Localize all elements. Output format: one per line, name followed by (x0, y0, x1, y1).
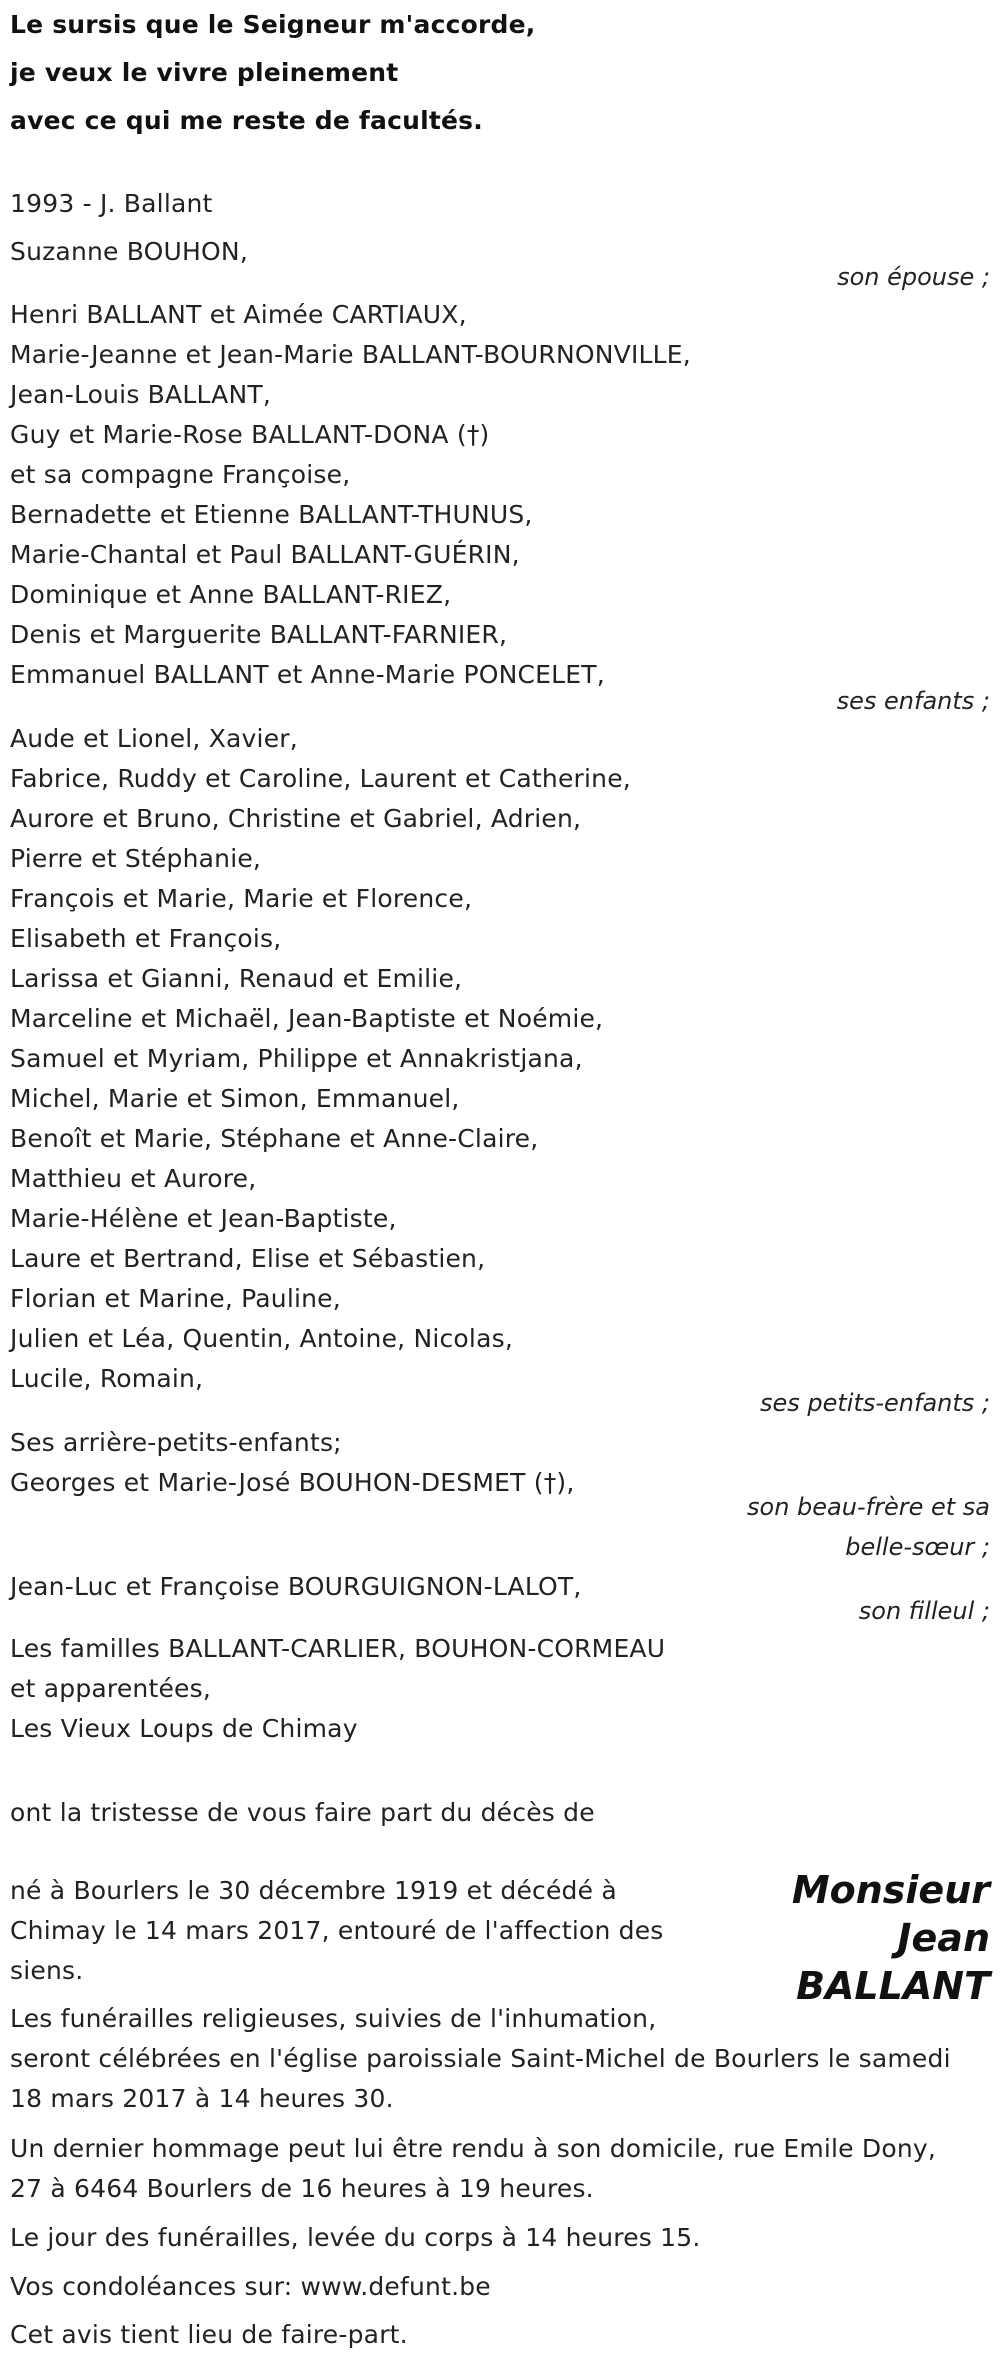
grandchildren-label: ses petits-enfants ; (759, 1389, 990, 1417)
in-laws-label-2: belle-sœur ; (845, 1533, 990, 1561)
homage-line: Un dernier hommage peut lui être rendu à son domicile, rue Emile Dony, (10, 2134, 937, 2163)
birth-death-line: né à Bourlers le 30 décembre 1919 et décédé à (10, 1876, 617, 1905)
families-line: Les familles BALLANT-CARLIER, BOUHON-CORMEAU (10, 1634, 666, 1663)
grandchild-line: Marie-Hélène et Jean-Baptiste, (10, 1204, 397, 1233)
children-label: ses enfants ; (836, 687, 990, 715)
grandchild-line: Pierre et Stéphanie, (10, 844, 262, 873)
grandchild-line: Benoît et Marie, Stéphane et Anne-Claire, (10, 1124, 539, 1153)
families-line: Les Vieux Loups de Chimay (10, 1714, 358, 1743)
families-line: et apparentées, (10, 1674, 211, 1703)
quote-line-2: je veux le vivre pleinement (10, 58, 399, 87)
grandchild-line: Lucile, Romain, (10, 1364, 204, 1393)
child-line: Marie-Chantal et Paul BALLANT-GUÉRIN, (10, 540, 520, 569)
godson-line: Jean-Luc et Françoise BOURGUIGNON-LALOT, (10, 1572, 582, 1601)
grandchild-line: Fabrice, Ruddy et Caroline, Laurent et Catherine, (10, 764, 631, 793)
quote-line-1: Le sursis que le Seigneur m'accorde, (10, 10, 536, 39)
grandchild-line: Marceline et Michaël, Jean-Baptiste et Noémie, (10, 1004, 604, 1033)
godson-label: son filleul ; (858, 1597, 990, 1625)
funeral-line: Les funérailles religieuses, suivies de l'inhumation, (10, 2004, 657, 2033)
quote-author: 1993 - J. Ballant (10, 189, 213, 218)
grandchild-line: Aude et Lionel, Xavier, (10, 724, 298, 753)
funeral-line: seront célébrées en l'église paroissiale Saint-Michel de Bourlers le samedi (10, 2044, 951, 2073)
condolences-line: Vos condoléances sur: www.defunt.be (10, 2272, 491, 2301)
spouse-label: son épouse ; (837, 263, 990, 291)
grandchild-line: Matthieu et Aurore, (10, 1164, 257, 1193)
grandchild-line: Julien et Léa, Quentin, Antoine, Nicolas, (10, 1324, 513, 1353)
grandchild-line: Larissa et Gianni, Renaud et Emilie, (10, 964, 463, 993)
child-line: Marie-Jeanne et Jean-Marie BALLANT-BOURNONVILLE, (10, 340, 691, 369)
notice-line: Cet avis tient lieu de faire-part. (10, 2320, 408, 2349)
grandchild-line: Michel, Marie et Simon, Emmanuel, (10, 1084, 460, 1113)
deceased-first-name: Jean (897, 1916, 990, 1960)
child-line: Bernadette et Etienne BALLANT-THUNUS, (10, 500, 533, 529)
funeral-line: 18 mars 2017 à 14 heures 30. (10, 2084, 394, 2113)
removal-line: Le jour des funérailles, levée du corps à 14 heures 15. (10, 2223, 701, 2252)
child-line: et sa compagne Françoise, (10, 460, 351, 489)
grandchild-line: Samuel et Myriam, Philippe et Annakristjana, (10, 1044, 583, 1073)
grandchild-line: Elisabeth et François, (10, 924, 282, 953)
spouse-name: Suzanne BOUHON, (10, 237, 248, 266)
in-laws-label-1: son beau-frère et sa (747, 1493, 990, 1521)
deceased-title: Monsieur (791, 1868, 990, 1912)
birth-death-line: siens. (10, 1956, 84, 1985)
child-line: Emmanuel BALLANT et Anne-Marie PONCELET, (10, 660, 605, 689)
grandchild-line: François et Marie, Marie et Florence, (10, 884, 473, 913)
child-line: Henri BALLANT et Aimée CARTIAUX, (10, 300, 467, 329)
child-line: Guy et Marie-Rose BALLANT-DONA (†) (10, 420, 490, 449)
child-line: Denis et Marguerite BALLANT-FARNIER, (10, 620, 508, 649)
quote-line-3: avec ce qui me reste de facultés. (10, 106, 483, 135)
deceased-last-name: BALLANT (796, 1964, 990, 2008)
grandchild-line: Laure et Bertrand, Elise et Sébastien, (10, 1244, 486, 1273)
great-grandchildren-line: Ses arrière-petits-enfants; (10, 1428, 342, 1457)
child-line: Dominique et Anne BALLANT-RIEZ, (10, 580, 452, 609)
homage-line: 27 à 6464 Bourlers de 16 heures à 19 heures. (10, 2174, 594, 2203)
child-line: Jean-Louis BALLANT, (10, 380, 271, 409)
announcement-line: ont la tristesse de vous faire part du décès de (10, 1798, 595, 1827)
birth-death-line: Chimay le 14 mars 2017, entouré de l'affection des (10, 1916, 664, 1945)
grandchild-line: Aurore et Bruno, Christine et Gabriel, Adrien, (10, 804, 582, 833)
grandchild-line: Florian et Marine, Pauline, (10, 1284, 341, 1313)
in-laws-line: Georges et Marie-José BOUHON-DESMET (†), (10, 1468, 575, 1497)
